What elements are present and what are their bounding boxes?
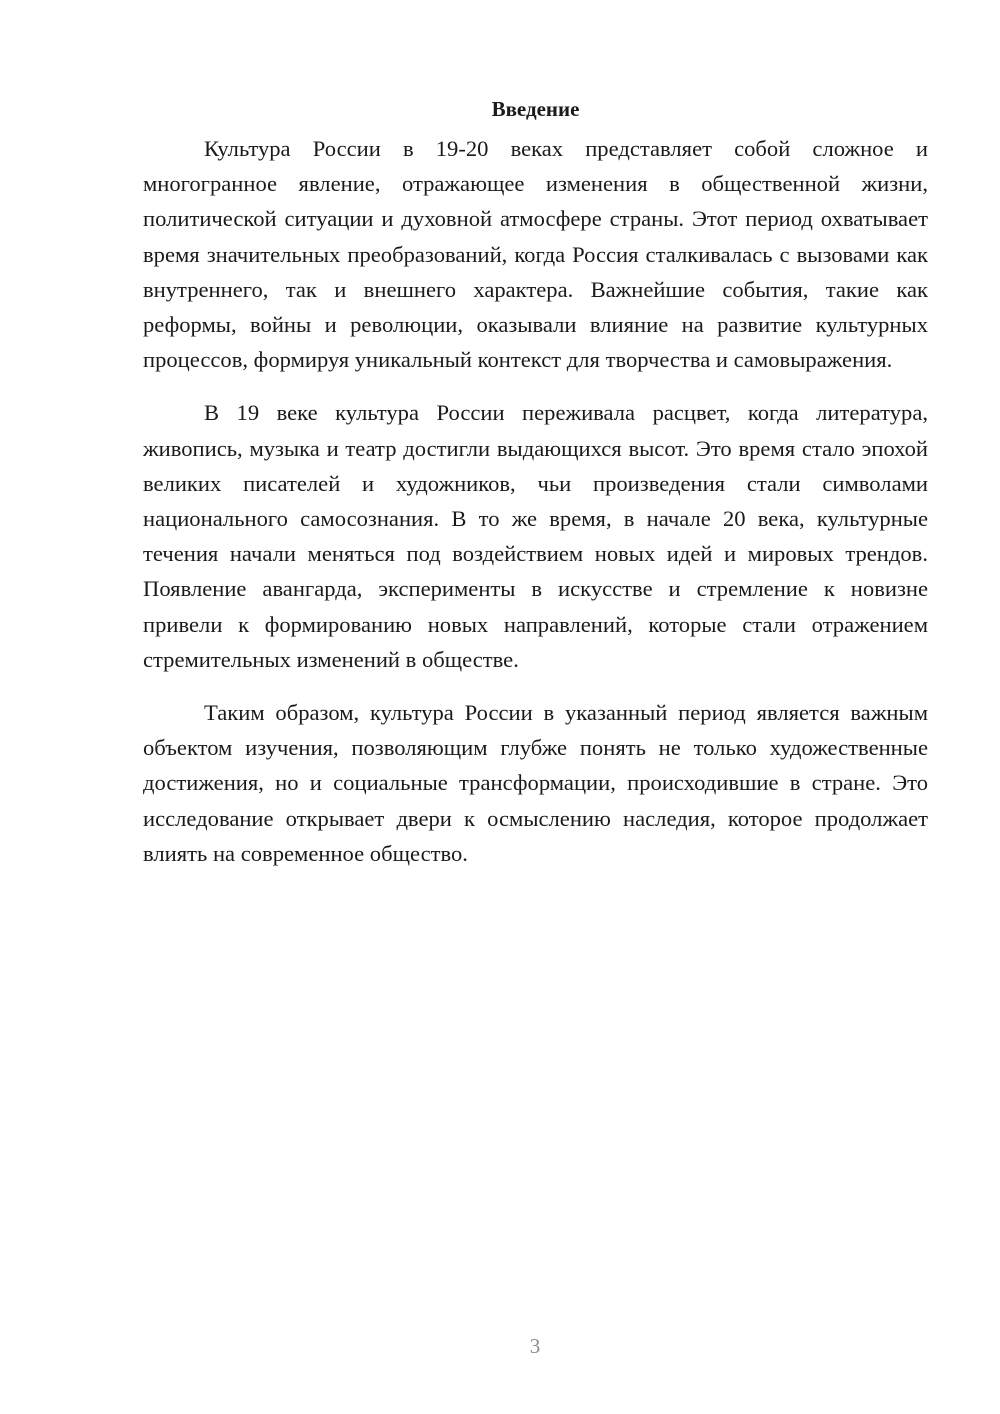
paragraph-1: Культура России в 19-20 веках представляет собой сложное и многогранное явление, отражающее изменения в общественной жизни, политической ситуации и духовной атмосфере страны. Этот период охватывает время значительных преобразований, когда Россия сталкивалась с вызовами как внутреннего, так и внешнего характера. Важнейшие события, такие как реформы, войны и революции, оказывали влияние на развитие культурных процессов, формируя уникальный контекст для творчества и самовыражения. [143, 136, 928, 373]
paragraph-2: В 19 веке культура России переживала расцвет, когда литература, живопись, музыка и театр достигли выдающихся высот. Это время стало эпохой великих писателей и художников, чьи произведения стали символами национального самосознания. В то же время, в начале 20 века, культурные течения начали меняться под воздействием новых идей и мировых трендов. Появление авангарда, эксперименты в искусстве и стремление к новизне привели к формированию новых направлений, которые стали отражением стремительных изменений в обществе. [143, 400, 928, 672]
page-number: 3 [529, 1334, 541, 1358]
section-heading: Введение [491, 97, 580, 121]
page-content [143, 92, 928, 889]
paragraph-3: Таким образом, культура России в указанный период является важным объектом изучения, позволяющим глубже понять не только художественные достижения, но и социальные трансформации, происходившие в стране. Это исследование открывает двери к осмыслению наследия, которое продолжает влиять на современное общество. [143, 700, 928, 866]
